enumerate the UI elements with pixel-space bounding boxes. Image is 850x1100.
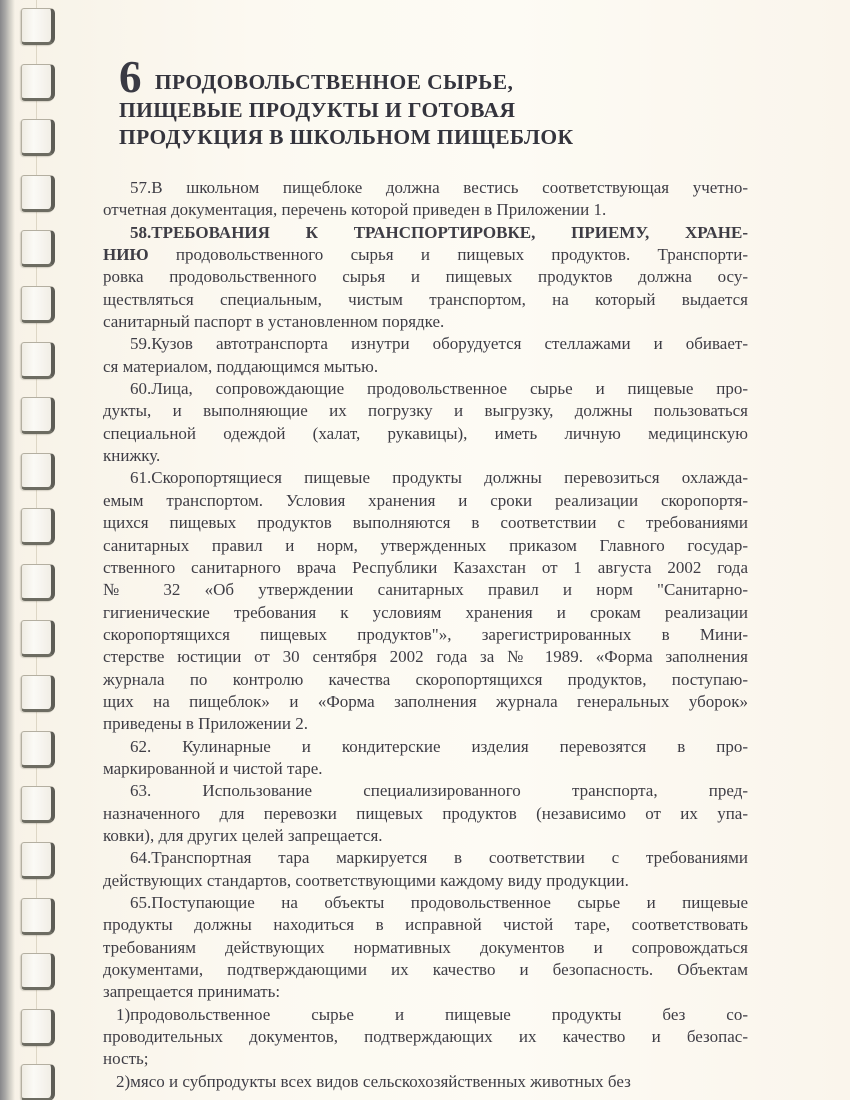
binding-ring xyxy=(21,953,55,990)
binding-ring xyxy=(21,453,55,490)
text-line xyxy=(103,758,748,780)
text-line xyxy=(103,333,748,355)
text-line xyxy=(103,445,748,467)
text-segment: стерстве юстиции от 30 сентября 2002 года за № 1989. «Форма заполнения xyxy=(103,647,748,667)
text-segment: ственного санитарного врача Республики Казахстан от 1 августа 2002 года xyxy=(103,557,748,577)
text-segment: специальной одеждой (халат, рукавицы), иметь личную медицинскую xyxy=(103,423,748,443)
binding-ring xyxy=(21,564,55,601)
paragraph xyxy=(103,177,748,222)
text-line xyxy=(103,624,748,646)
paragraph xyxy=(103,378,748,467)
text-line xyxy=(103,467,748,489)
text-line xyxy=(103,535,748,557)
binding-ring xyxy=(21,786,55,823)
text-line xyxy=(103,1048,748,1070)
text-line xyxy=(103,602,748,624)
text-line xyxy=(103,512,748,534)
text-segment: ровка продовольственного сырья и пищевых продуктов должна осу- xyxy=(103,267,748,287)
binding-ring xyxy=(21,397,55,434)
text-line xyxy=(103,378,748,400)
text-segment: 64.Транспортная тара маркируется в соответствии с требованиями xyxy=(130,848,748,868)
text-segment: дукты, и выполняющие их погрузку и выгрузку, должны пользоваться xyxy=(103,401,748,421)
text-line xyxy=(103,959,748,981)
text-line xyxy=(103,244,748,266)
text-segment: документами, подтверждающими их качество и безопасность. Объектам xyxy=(103,960,748,980)
text-segment: отчетная документация, перечень которой приведен в Приложении 1. xyxy=(103,200,607,220)
text-line xyxy=(103,981,748,1003)
section-heading-line-2: ПИЩЕВЫЕ ПРОДУКТЫ И ГОТОВАЯ xyxy=(119,97,516,122)
text-segment: 62. Кулинарные и кондитерские изделия перевозятся в про- xyxy=(130,736,748,756)
binding-ring xyxy=(21,898,55,935)
text-line xyxy=(103,1026,748,1048)
binding-ring xyxy=(21,230,55,267)
bold-text-segment: 58.ТРЕБОВАНИЯ К ТРАНСПОРТИРОВКЕ, ПРИЕМУ, ХРАНЕ- xyxy=(130,222,748,242)
text-line xyxy=(103,892,748,914)
text-line xyxy=(103,356,748,378)
text-segment: 60.Лица, сопровождающие продовольственное сырье и пищевые про- xyxy=(130,379,748,399)
text-segment: 61.Скоропортящиеся пищевые продукты должны перевозиться охлажда- xyxy=(130,468,748,488)
section-heading xyxy=(119,52,769,152)
text-segment: запрещается принимать: xyxy=(103,982,281,1002)
text-line xyxy=(103,266,748,288)
text-line xyxy=(103,646,748,668)
paragraph xyxy=(103,467,748,735)
text-segment: маркированной и чистой таре. xyxy=(103,758,323,778)
paragraph xyxy=(103,892,748,1004)
section-heading-line-1 xyxy=(119,52,769,102)
section-number: 6 xyxy=(119,52,142,102)
text-line xyxy=(103,847,748,869)
binding-ring xyxy=(21,675,55,712)
text-segment: журнала по контролю качества скоропортящихся продуктов, поступаю- xyxy=(103,669,748,689)
paragraph xyxy=(103,1071,748,1093)
text-segment: ществляться специальным, чистым транспортом, на который выдается xyxy=(103,289,748,309)
text-segment: ся материалом, поддающимся мытью. xyxy=(103,356,379,376)
document-body xyxy=(103,177,748,1093)
text-line xyxy=(103,937,748,959)
text-line xyxy=(103,311,748,333)
text-line xyxy=(103,914,748,936)
text-segment: 57.В школьном пищеблоке должна вестись соответствующая учетно- xyxy=(130,178,748,197)
paragraph xyxy=(103,1004,748,1071)
text-line xyxy=(103,669,748,691)
text-line xyxy=(103,557,748,579)
text-segment: 65.Поступающие на объекты продовольственное сырье и пищевые xyxy=(130,893,748,912)
text-line xyxy=(103,1004,748,1026)
text-segment: ковки), для других целей запрещается. xyxy=(103,825,383,845)
text-line xyxy=(103,825,748,847)
text-line xyxy=(103,177,748,199)
paragraph xyxy=(103,780,748,847)
text-segment: щихся пищевых продуктов выполняются в соответствии с требованиями xyxy=(103,513,748,533)
section-heading-text: ПРОДОВОЛЬСТВЕННОЕ СЫРЬЕ, xyxy=(154,70,514,94)
text-segment: емым транспортом. Условия хранения и сроки реализации скоропортя- xyxy=(103,490,748,510)
binding-ring xyxy=(21,175,55,212)
binding-ring xyxy=(21,1064,55,1100)
binding-ring xyxy=(21,64,55,101)
text-segment: гигиенические требования к условиям хранения и срокам реализации xyxy=(103,602,748,622)
binding-ring xyxy=(21,842,55,879)
text-segment: санитарный паспорт в установленном порядке. xyxy=(103,312,445,332)
comb-binding xyxy=(0,0,70,1100)
binding-spine-line xyxy=(36,0,37,1100)
text-segment: санитарных правил и норм, утвержденных приказом Главного государ- xyxy=(103,535,748,555)
text-line xyxy=(103,289,748,311)
text-line xyxy=(103,423,748,445)
paragraph xyxy=(103,736,748,781)
paragraph xyxy=(103,333,748,378)
text-segment: продовольственного сырья и пищевых продуктов. Транспорти- xyxy=(148,245,748,265)
text-segment: действующих стандартов, соответствующими каждому виду продукции. xyxy=(103,870,629,890)
text-line xyxy=(103,870,748,892)
section-heading-line-3: ПРОДУКЦИЯ В ШКОЛЬНОМ ПИЩЕБЛОК xyxy=(119,125,574,149)
text-line xyxy=(103,222,748,244)
text-segment: 59.Кузов автотранспорта изнутри оборудуется стеллажами и обивает- xyxy=(130,334,748,354)
paragraph xyxy=(103,222,748,334)
text-line xyxy=(103,803,748,825)
text-segment: требованиям действующих нормативных документов и сопровождаться xyxy=(103,937,748,957)
binding-ring xyxy=(21,620,55,657)
binding-ring xyxy=(21,731,55,768)
paragraph xyxy=(103,847,748,892)
text-segment: 1)продовольственное сырье и пищевые продукты без со- xyxy=(116,1004,748,1024)
text-line xyxy=(103,1071,748,1093)
text-segment: продукты должны находиться в исправной чистой таре, соответствовать xyxy=(103,915,748,935)
text-segment: № 32 «Об утверждении санитарных правил и норм "Санитарно- xyxy=(103,580,748,600)
text-segment: назначенного для перевозки пищевых продуктов (независимо от их упа- xyxy=(103,803,748,823)
text-segment: ность; xyxy=(103,1049,149,1069)
binding-ring xyxy=(21,508,55,545)
binding-ring xyxy=(21,8,55,45)
text-segment: книжку. xyxy=(103,446,161,466)
text-segment: 63. Использование специализированного транспорта, пред- xyxy=(130,781,748,801)
binding-ring xyxy=(21,119,55,156)
text-line xyxy=(103,780,748,802)
bold-text-segment: НИЮ xyxy=(103,245,149,265)
text-segment: приведены в Приложении 2. xyxy=(103,714,308,734)
text-segment: скоропортящихся пищевых продуктов"», зарегистрированных в Мини- xyxy=(103,624,748,644)
text-line xyxy=(103,713,748,735)
text-line xyxy=(103,490,748,512)
text-line xyxy=(103,691,748,713)
binding-ring xyxy=(21,1009,55,1046)
text-segment: проводительных документов, подтверждающих их качество и безопас- xyxy=(103,1027,748,1047)
text-segment: 2)мясо и субпродукты всех видов сельскохозяйственных животных без xyxy=(116,1071,631,1091)
binding-ring xyxy=(21,342,55,379)
text-line xyxy=(103,736,748,758)
text-line xyxy=(103,400,748,422)
binding-ring xyxy=(21,286,55,323)
text-segment: щих на пищеблок» и «Форма заполнения журнала генеральных уборок» xyxy=(103,691,748,711)
text-line xyxy=(103,199,748,221)
text-line xyxy=(103,579,748,601)
